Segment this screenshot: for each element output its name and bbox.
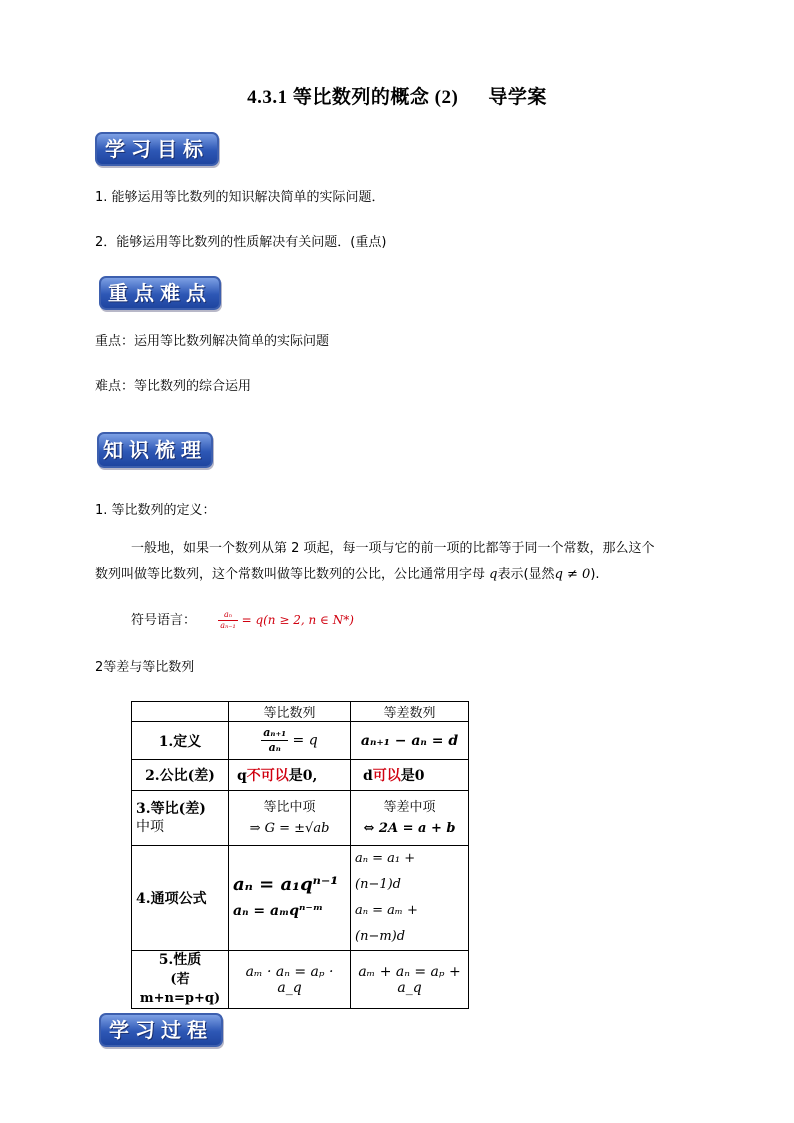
- row-label-property-2: (若m+n=p+q): [139, 972, 221, 1006]
- geometric-middle-term: [229, 791, 351, 846]
- geometric-general-term-2: aₙ = aₘqⁿ⁻ᵐ: [233, 903, 324, 919]
- knowledge-item-2-heading: 2等差与等比数列: [95, 660, 195, 675]
- table-header-arithmetic: 等差数列: [351, 702, 469, 722]
- arithmetic-difference: [351, 760, 469, 791]
- section-badge-goals: 学习目标: [95, 132, 219, 166]
- geometric-ratio-end: 是0,: [288, 768, 318, 784]
- arithmetic-property: aₘ + aₙ = aₚ + a_q: [351, 951, 469, 1009]
- table-row: [132, 951, 469, 1009]
- table-row: [132, 702, 469, 722]
- table-row: [132, 760, 469, 791]
- symbol-language: [131, 610, 354, 631]
- geometric-ratio: [229, 760, 351, 791]
- row-label-property: [132, 951, 229, 1009]
- definition-line-2: [95, 566, 600, 584]
- arithmetic-middle-term: [351, 791, 469, 846]
- symbol-label: 符号语言：: [131, 613, 197, 628]
- table-row: [132, 791, 469, 846]
- symbol-numerator: aₙ: [218, 610, 237, 621]
- goal-item-1: 1. 能够运用等比数列的知识解决简单的实际问题．: [95, 190, 385, 205]
- geometric-general-term: [229, 846, 351, 951]
- geometric-property: aₘ · aₙ = aₚ · a_q: [229, 951, 351, 1009]
- key-difficult: 难点：等比数列的综合运用: [95, 379, 252, 394]
- arithmetic-difference-d: d: [363, 768, 373, 784]
- definition-line-1: 一般地，如果一个数列从第 2 项起，每一项与它的前一项的比都等于同一个常数，那么这个: [131, 541, 655, 556]
- definition-condition: q ≠ 0: [554, 567, 591, 582]
- geometric-definition: [229, 722, 351, 760]
- geometric-general-term-1: aₙ = a₁qⁿ⁻¹: [233, 874, 339, 895]
- geometric-definition-numerator: aₙ₊₁: [263, 726, 287, 739]
- arithmetic-middle-term-formula: ⇔ 2A = a + b: [363, 821, 456, 836]
- geometric-ratio-cannot: 不可以: [246, 768, 289, 784]
- row-label-definition: 1.定义: [132, 722, 229, 760]
- geometric-middle-term-title: 等比中项: [263, 800, 316, 815]
- definition-text-end: ).: [590, 567, 600, 582]
- table-header-blank: [132, 702, 229, 722]
- page-title-suffix: 导学案: [488, 87, 547, 108]
- row-label-middle-term-1: 3.等比(差): [136, 801, 206, 817]
- page-title-main: 4.3.1 等比数列的概念 (2): [247, 87, 459, 108]
- section-badge-knowledge: 知识梳理: [97, 432, 213, 468]
- symbol-denominator: aₙ₋₁: [220, 621, 236, 630]
- arithmetic-general-term-2: aₙ = aₘ + (n−m)d: [355, 903, 418, 944]
- row-label-property-1: 5.性质: [158, 952, 202, 968]
- arithmetic-difference-end: 是0: [400, 768, 425, 784]
- geometric-ratio-q: q: [237, 768, 247, 784]
- table-row: [132, 846, 469, 951]
- row-label-middle-term: [132, 791, 229, 846]
- table-row: [132, 722, 469, 760]
- row-label-ratio: 2.公比(差): [132, 760, 229, 791]
- arithmetic-definition: aₙ₊₁ − aₙ = d: [351, 722, 469, 760]
- goal-item-2: 2．能够运用等比数列的性质解决有关问题．(重点): [95, 235, 387, 250]
- key-important: 重点：运用等比数列解决简单的实际问题: [95, 334, 330, 349]
- definition-var-q: q: [489, 567, 498, 582]
- symbol-rest: = q(n ≥ 2, n ∈ N*): [241, 613, 354, 627]
- symbol-formula: [218, 610, 354, 630]
- arithmetic-middle-term-title: 等差中项: [383, 800, 436, 815]
- comparison-table: [131, 701, 469, 1009]
- section-badge-key-points: 重点难点: [99, 276, 221, 310]
- geometric-definition-rest: = q: [292, 732, 318, 749]
- geometric-middle-term-formula: ⇒ G = ±√ab: [249, 821, 330, 836]
- definition-text-a: 数列叫做等比数列，这个常数叫做等比数列的公比，公比通常用字母: [95, 567, 486, 582]
- geometric-definition-denominator: aₙ: [268, 741, 281, 754]
- arithmetic-general-term-1: aₙ = a₁ + (n−1)d: [355, 851, 416, 892]
- section-badge-process: 学习过程: [99, 1013, 223, 1047]
- arithmetic-general-term: [351, 846, 469, 951]
- knowledge-item-1-heading: 1. 等比数列的定义：: [95, 503, 216, 518]
- row-label-general-term: 4.通项公式: [132, 846, 229, 951]
- arithmetic-difference-can: 可以: [372, 768, 401, 784]
- page-title: [0, 82, 794, 109]
- definition-text-b: 表示(显然: [497, 567, 555, 582]
- row-label-middle-term-2: 中项: [136, 819, 164, 835]
- table-header-geometric: 等比数列: [229, 702, 351, 722]
